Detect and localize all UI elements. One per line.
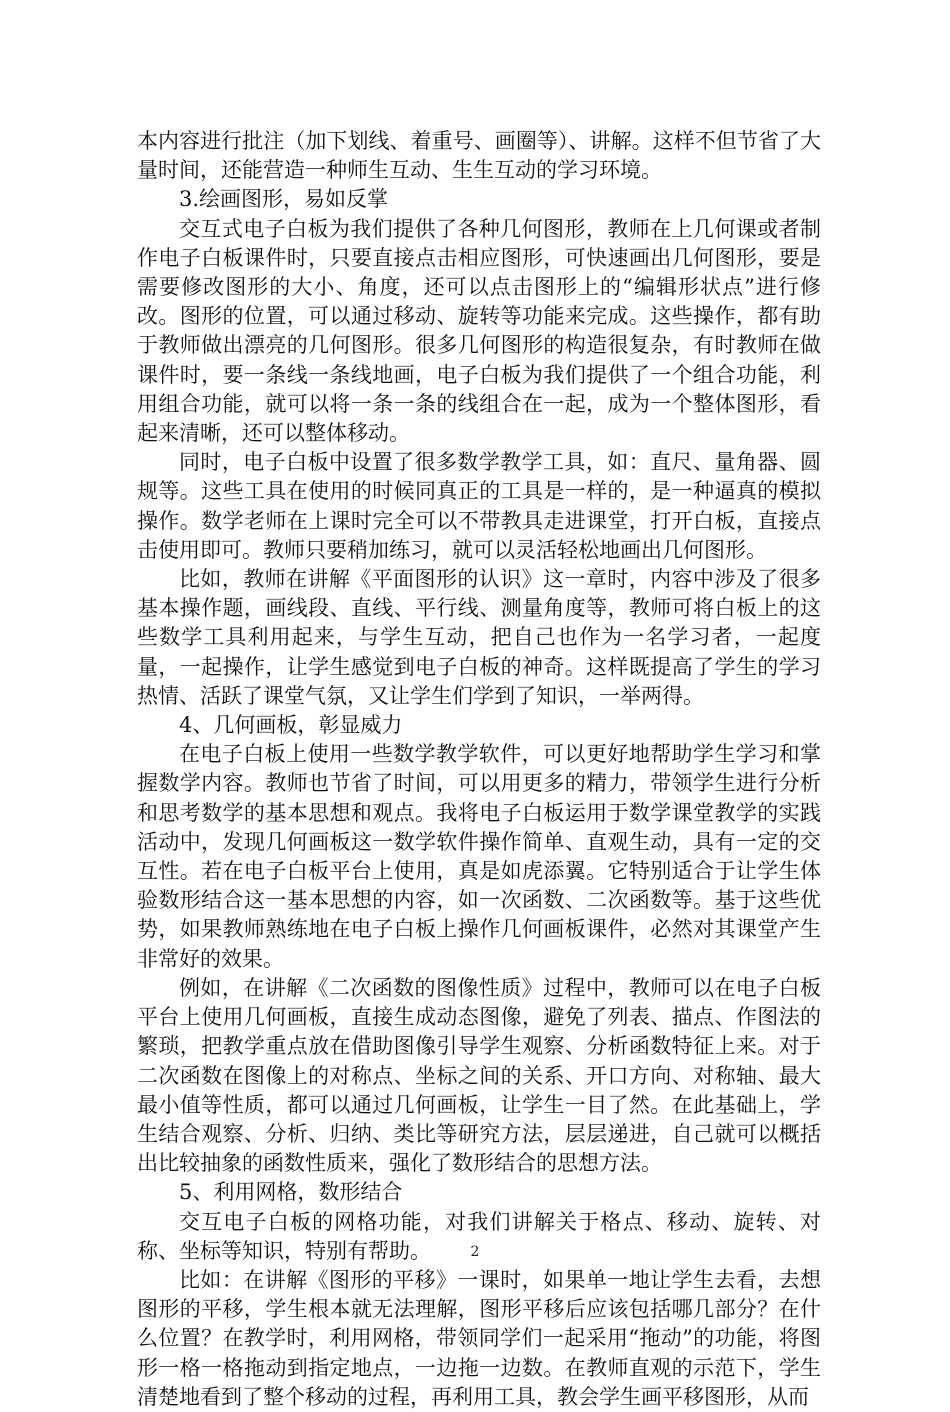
paragraph: 比如：在讲解《图形的平移》一课时，如果单一地让学生去看，去想图形的平移，学生根本就无法理解，图形平移后应该包括哪几部分？在什么位置？在教学时，利用网格，带领同学们一起采用“拖动”的功能，将图形一格一格拖动到指定地点，一边拖一边数。在教师直观的示范下，学生清楚地看到了整个移动的过程，再利用工具，教会学生画平移图形，从而 — [137, 1267, 821, 1409]
section-heading-5: 5、利用网格，数形结合 — [179, 1180, 403, 1205]
paragraph: 比如，教师在讲解《平面图形的认识》这一章时，内容中涉及了很多基本操作题，画线段、直线、平行线、测量角度等，教师可将白板上的这些数学工具利用起来，与学生互动，把自己也作为一名学习者，一起度量，一起操作，让学生感觉到电子白板的神奇。这样既提高了学生的学习热情、活跃了课堂气氛，又让学生们学到了知识，一举两得。 — [137, 567, 821, 708]
page-number: 2 — [470, 1244, 480, 1260]
paragraph: 交互式电子白板为我们提供了各种几何图形，教师在上几何课或者制作电子白板课件时，只要直接点击相应图形，可快速画出几何图形，要是需要修改图形的大小、角度，还可以点击图形上的“编辑形状点”进行修改。图形的位置，可以通过移动、旋转等功能来完成。这些操作，都有助于教师做出漂亮的几何图形。很多几何图形的构造很复杂，有时教师在做课件时，要一条线一条线地画，电子白板为我们提供了一个组合功能，利用组合功能，就可以将一条一条的线组合在一起，成为一个整体图形，看起来清晰，还可以整体移动。 — [137, 216, 821, 446]
paragraph: 同时，电子白板中设置了很多数学教学工具，如：直尺、量角器、圆规等。这些工具在使用的时候同真正的工具是一样的，是一种逼真的模拟操作。数学老师在上课时完全可以不带教具走进课堂，打开白板，直接点击使用即可。教师只要稍加练习，就可以灵活轻松地画出几何图形。 — [137, 450, 821, 562]
paragraph-continuation: 本内容进行批注（加下划线、着重号、画圈等）、讲解。这样不但节省了大量时间，还能营造一种师生互动、生生互动的学习环境。 — [137, 129, 821, 183]
paragraph: 交互电子白板的网格功能，对我们讲解关于格点、移动、旋转、对称、坐标等知识，特别有帮助。 — [137, 1209, 821, 1263]
section-heading-3: 3.绘画图形，易如反掌 — [179, 187, 389, 212]
document-body — [137, 127, 821, 1412]
paragraph: 例如，在讲解《二次函数的图像性质》过程中，教师可以在电子白板平台上使用几何画板，直接生成动态图像，避免了列表、描点、作图法的繁琐，把教学重点放在借助图像引导学生观察、分析函数特征上来。对于二次函数在图像上的对称点、坐标之间的关系、开口方向、对称轴、最大最小值等性质，都可以通过几何画板，让学生一目了然。在此基础上，学生结合观察、分析、归纳、类比等研究方法，层层递进，自己就可以概括出比较抽象的函数性质来，强化了数形结合的思想方法。 — [137, 975, 821, 1176]
paragraph: 在电子白板上使用一些数学教学软件，可以更好地帮助学生学习和掌握数学内容。教师也节省了时间，可以用更多的精力，带领学生进行分析和思考数学的基本思想和观点。我将电子白板运用于数学课堂教学的实践活动中，发现几何画板这一数学软件操作简单、直观生动，具有一定的交互性。若在电子白板平台上使用，真是如虎添翼。它特别适合于让学生体验数形结合这一基本思想的内容，如一次函数、二次函数等。基于这些优势，如果教师熟练地在电子白板上操作几何画板课件，必然对其课堂产生非常好的效果。 — [137, 742, 821, 971]
section-heading-4: 4、几何画板，彰显威力 — [179, 713, 403, 738]
